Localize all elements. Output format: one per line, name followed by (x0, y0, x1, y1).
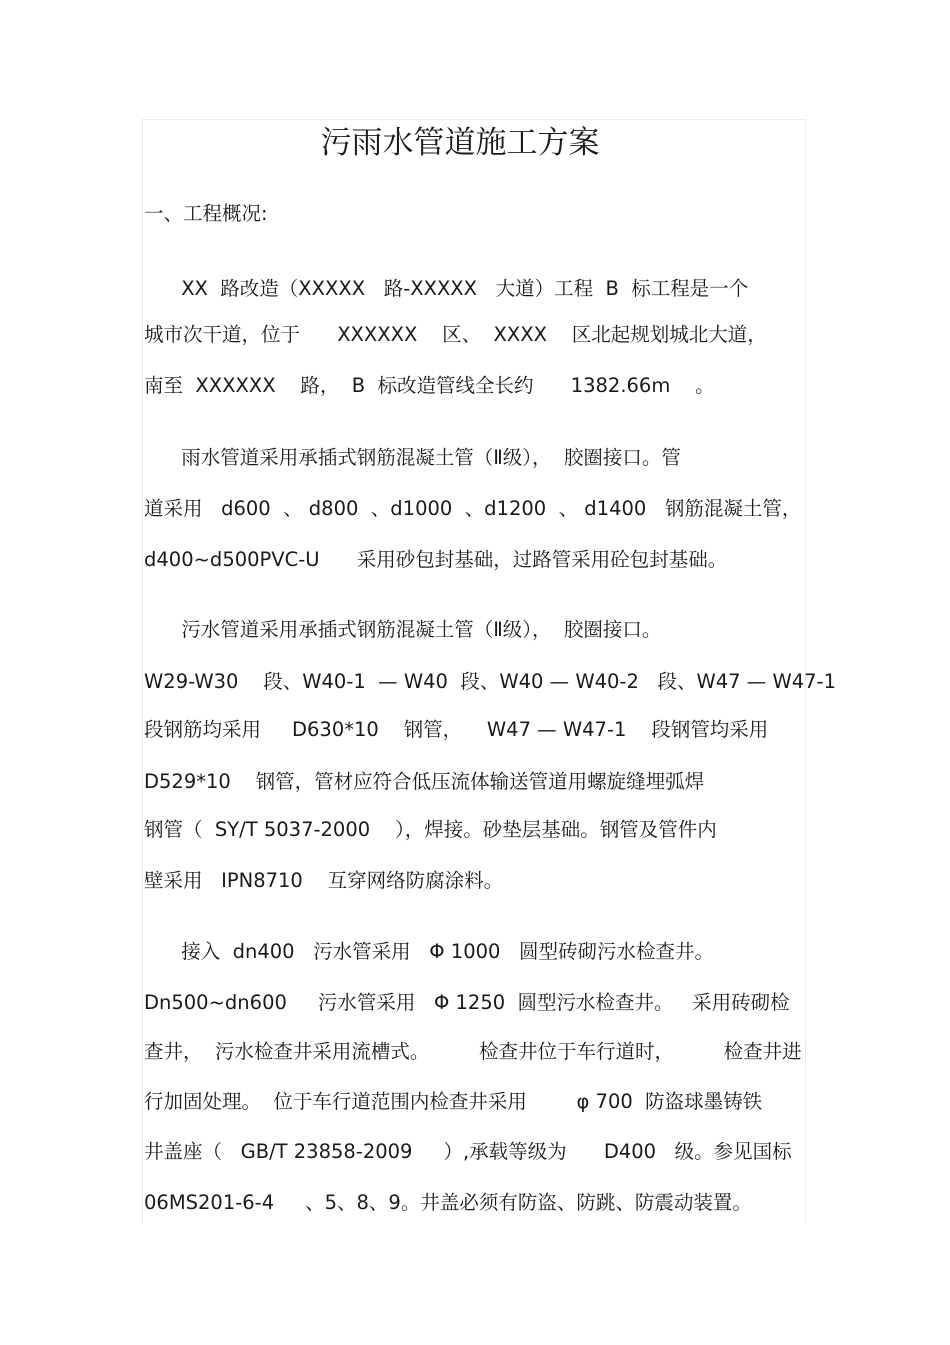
paragraph-line: W29-W30 段、W40-1 — W40 段、W40 — W40-2 段、W47 — W47-1 (144, 670, 837, 693)
paragraph-line: d400~d500PVC-U 采用砂包封基础，过路管采用砼包封基础。 (144, 548, 728, 571)
paragraph-line: 污水管道采用承插式钢筋混凝土管（Ⅱ级）， 胶圈接口。 (144, 618, 662, 641)
paragraph-line: 壁采用 IPN8710 互穿网络防腐涂料。 (144, 869, 504, 892)
paragraph-line: 道采用 d600 、 d800 、d1000 、d1200 、 d1400 钢筋混凝土管， (144, 497, 802, 520)
section-heading: 一、工程概况: (144, 202, 268, 225)
paragraph-line: 06MS201-6-4 、5、8、9。井盖必须有防盗、防跳、防震动装置。 (144, 1191, 752, 1214)
paragraph-line: 钢管（ SY/T 5037-2000 ），焊接。砂垫层基础。钢管及管件内 (144, 818, 717, 841)
paragraph-line: 城市次干道，位于 XXXXXX 区、 XXXX 区北起规划城北大道， (144, 323, 767, 346)
paragraph-line: 雨水管道采用承插式钢筋混凝土管（Ⅱ级）， 胶圈接口。管 (144, 446, 681, 469)
paragraph-line: 井盖座（ GB/T 23858-2009 ）,承载等级为 D400 级。参见国标 (144, 1140, 792, 1163)
paragraph-line: D529*10 钢管，管材应符合低压流体输送管道用螺旋缝埋弧焊 (144, 770, 705, 793)
paragraph-line: XX 路改造（XXXXX 路-XXXXX 大道）工程 B 标工程是一个 (144, 277, 749, 300)
document-title: 污雨水管道施工方案 (320, 125, 600, 161)
paragraph-line: 接入 dn400 污水管采用 Φ 1000 圆型砖砌污水检查井。 (144, 940, 715, 963)
paragraph-line: 行加固处理。 位于车行道范围内检查井采用 φ 700 防盗球墨铸铁 (144, 1090, 763, 1113)
paragraph-line: 南至 XXXXXX 路， B 标改造管线全长约 1382.66m 。 (144, 374, 715, 397)
paragraph-line: 段钢筋均采用 D630*10 钢管， W47 — W47-1 段钢管均采用 (144, 718, 769, 741)
paragraph-line: 查井， 污水检查井采用流槽式。 检查井位于车行道时， 检查井进 (144, 1040, 802, 1063)
paragraph-line: Dn500~dn600 污水管采用 Φ 1250 圆型污水检查井。 采用砖砌检 (144, 991, 790, 1014)
